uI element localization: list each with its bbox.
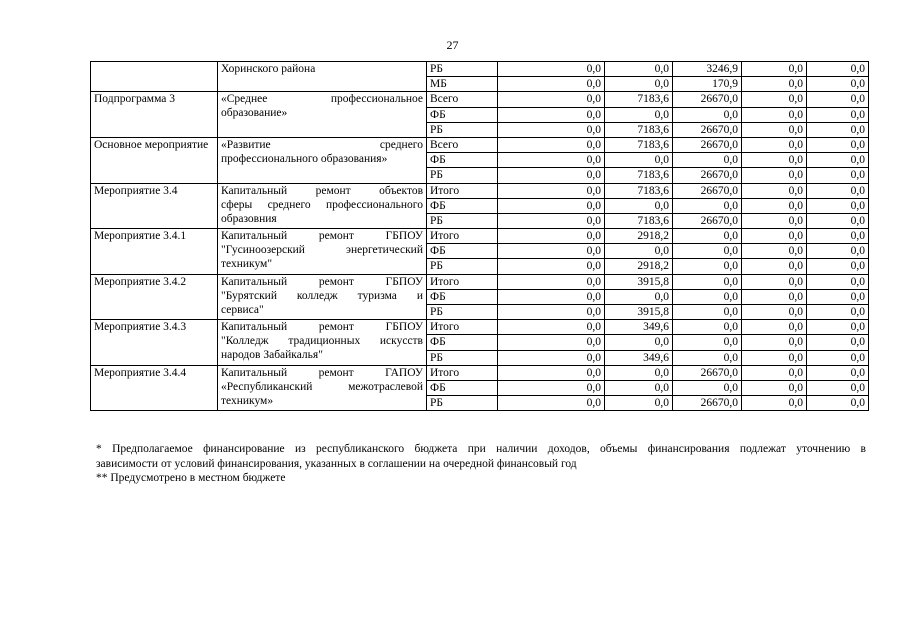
description-line: Хоринского района [221,63,316,75]
amount-cell: 0,0 [807,213,869,228]
row-label [91,62,218,92]
row-label: Подпрограмма 3 [91,92,218,138]
amount-cell: 0,0 [742,396,807,411]
description-line: народов Забайкалья" [221,349,323,362]
amount-cell: 0,0 [673,289,742,304]
amount-cell: 0,0 [742,365,807,380]
table-row [91,274,869,289]
amount-cell: 0,0 [605,62,673,77]
amount-cell: 0,0 [498,122,605,137]
amount-cell: 0,0 [498,320,605,335]
row-description [218,229,427,275]
amount-cell: 0,0 [498,213,605,228]
amount-cell: 0,0 [742,213,807,228]
amount-cell: 0,0 [673,198,742,213]
row-description [218,137,427,183]
description-line: образовния [221,212,277,225]
row-description [218,62,427,92]
amount-cell: 0,0 [605,380,673,395]
description-line: техникум» [221,394,274,407]
funding-source: РБ [427,122,498,137]
funding-source: РБ [427,62,498,77]
amount-cell: 0,0 [498,153,605,168]
amount-cell: 3915,8 [605,274,673,289]
description-line: «Республиканский межотраслевой [221,380,423,393]
amount-cell: 0,0 [498,365,605,380]
description-line: "Колледж традиционных искусств [221,335,423,348]
amount-cell: 0,0 [807,335,869,350]
amount-cell: 0,0 [807,92,869,107]
amount-cell: 0,0 [673,229,742,244]
amount-cell: 0,0 [605,198,673,213]
footnote-1-line-1: * Предполагаемое финансирование из республиканского бюджета при наличии доходов, объемы финансирования подлежат уточнению в [96,443,866,455]
funding-source: Итого [427,183,498,198]
amount-cell: 0,0 [498,183,605,198]
amount-cell: 0,0 [673,259,742,274]
funding-source: РБ [427,350,498,365]
amount-cell: 0,0 [742,380,807,395]
amount-cell: 0,0 [498,244,605,259]
amount-cell: 0,0 [742,77,807,92]
amount-cell: 0,0 [742,335,807,350]
amount-cell: 0,0 [807,183,869,198]
amount-cell: 0,0 [605,153,673,168]
amount-cell: 0,0 [742,259,807,274]
amount-cell: 0,0 [673,274,742,289]
amount-cell: 0,0 [498,380,605,395]
amount-cell: 0,0 [742,153,807,168]
footnote-1-line-2: зависимости от условий финансирования, указанных в соглашении на очередной финансовый год [96,457,577,470]
amount-cell: 0,0 [807,137,869,152]
description-line: «Среднее профессиональное [221,93,423,106]
description-line: Капитальный ремонт ГАПОУ [221,366,423,379]
amount-cell: 0,0 [673,320,742,335]
row-label: Мероприятие 3.4.4 [91,365,218,411]
row-label: Основное мероприятие [91,137,218,183]
amount-cell: 0,0 [742,107,807,122]
amount-cell: 0,0 [605,77,673,92]
amount-cell: 0,0 [807,153,869,168]
table-row [91,365,869,380]
amount-cell: 0,0 [807,350,869,365]
amount-cell: 0,0 [807,259,869,274]
amount-cell: 26670,0 [673,92,742,107]
amount-cell: 0,0 [498,274,605,289]
amount-cell: 0,0 [742,62,807,77]
amount-cell: 7183,6 [605,168,673,183]
amount-cell: 0,0 [498,259,605,274]
amount-cell: 0,0 [605,365,673,380]
funding-source: ФБ [427,198,498,213]
row-description [218,183,427,229]
amount-cell: 0,0 [742,183,807,198]
table-row [91,183,869,198]
table-row [91,229,869,244]
row-description [218,365,427,411]
funding-source: ФБ [427,107,498,122]
amount-cell: 26670,0 [673,183,742,198]
amount-cell: 0,0 [498,62,605,77]
table-row [91,320,869,335]
amount-cell: 7183,6 [605,137,673,152]
description-line: Капитальный ремонт объектов [221,184,423,197]
amount-cell: 0,0 [498,396,605,411]
amount-cell: 7183,6 [605,92,673,107]
row-description [218,274,427,320]
description-line: техникум" [221,258,273,271]
description-line: Капитальный ремонт ГБПОУ [221,230,423,243]
amount-cell: 0,0 [498,335,605,350]
amount-cell: 2918,2 [605,229,673,244]
amount-cell: 26670,0 [673,396,742,411]
amount-cell: 0,0 [498,198,605,213]
description-line: «Развитие среднего [221,138,423,151]
footnote-2: ** Предусмотрено в местном бюджете [96,472,286,484]
row-label: Мероприятие 3.4.1 [91,229,218,275]
amount-cell: 26670,0 [673,365,742,380]
amount-cell: 26670,0 [673,137,742,152]
funding-source: ФБ [427,289,498,304]
amount-cell: 0,0 [742,244,807,259]
funding-source: ФБ [427,244,498,259]
amount-cell: 0,0 [673,335,742,350]
amount-cell: 0,0 [807,396,869,411]
amount-cell: 0,0 [605,335,673,350]
funding-source: ФБ [427,153,498,168]
amount-cell: 0,0 [673,350,742,365]
amount-cell: 0,0 [742,289,807,304]
amount-cell: 0,0 [498,107,605,122]
amount-cell: 0,0 [807,365,869,380]
funding-source: Итого [427,320,498,335]
funding-source: РБ [427,213,498,228]
amount-cell: 0,0 [742,305,807,320]
amount-cell: 2918,2 [605,259,673,274]
amount-cell: 7183,6 [605,122,673,137]
amount-cell: 3246,9 [673,62,742,77]
amount-cell: 0,0 [605,289,673,304]
amount-cell: 0,0 [807,168,869,183]
funding-source: РБ [427,305,498,320]
row-label: Мероприятие 3.4.3 [91,320,218,366]
description-line: сферы среднего профессионального [221,198,423,211]
amount-cell: 0,0 [742,229,807,244]
funding-source: Всего [427,92,498,107]
amount-cell: 0,0 [742,350,807,365]
funding-source: Итого [427,365,498,380]
description-line: Капитальный ремонт ГБПОУ [221,275,423,288]
amount-cell: 0,0 [807,198,869,213]
row-description [218,92,427,138]
amount-cell: 0,0 [807,305,869,320]
amount-cell: 0,0 [605,244,673,259]
amount-cell: 26670,0 [673,122,742,137]
amount-cell: 0,0 [807,289,869,304]
description-line: профессионального образования» [221,152,388,165]
amount-cell: 0,0 [807,274,869,289]
description-line: сервиса" [221,303,264,316]
amount-cell: 0,0 [742,92,807,107]
amount-cell: 170,9 [673,77,742,92]
funding-source: Итого [427,274,498,289]
amount-cell: 0,0 [742,274,807,289]
budget-table-body [91,62,869,411]
table-row [91,92,869,107]
page-number: 27 [446,38,459,52]
amount-cell: 349,6 [605,350,673,365]
funding-source: МБ [427,77,498,92]
amount-cell: 0,0 [742,122,807,137]
row-description [218,320,427,366]
amount-cell: 0,0 [742,198,807,213]
amount-cell: 0,0 [498,289,605,304]
amount-cell: 0,0 [605,396,673,411]
description-line: образование» [221,107,288,120]
funding-source: Итого [427,229,498,244]
amount-cell: 0,0 [807,229,869,244]
table-row [91,62,869,77]
amount-cell: 0,0 [498,305,605,320]
row-label: Мероприятие 3.4 [91,183,218,229]
amount-cell: 0,0 [498,77,605,92]
funding-source: РБ [427,259,498,274]
amount-cell: 0,0 [673,153,742,168]
table-row [91,137,869,152]
amount-cell: 0,0 [742,137,807,152]
amount-cell: 0,0 [498,350,605,365]
amount-cell: 0,0 [807,107,869,122]
funding-source: Всего [427,137,498,152]
description-line: "Гусиноозерский энергетический [221,244,423,257]
description-line: "Бурятский колледж туризма и [221,289,423,302]
amount-cell: 0,0 [498,168,605,183]
amount-cell: 26670,0 [673,168,742,183]
amount-cell: 0,0 [605,107,673,122]
budget-table [90,61,869,411]
amount-cell: 0,0 [498,92,605,107]
amount-cell: 0,0 [498,229,605,244]
amount-cell: 0,0 [807,244,869,259]
amount-cell: 7183,6 [605,183,673,198]
funding-source: РБ [427,396,498,411]
amount-cell: 0,0 [498,137,605,152]
amount-cell: 0,0 [673,107,742,122]
amount-cell: 0,0 [807,62,869,77]
amount-cell: 0,0 [673,244,742,259]
footnotes [96,442,866,486]
amount-cell: 0,0 [742,320,807,335]
amount-cell: 0,0 [673,380,742,395]
amount-cell: 0,0 [807,122,869,137]
amount-cell: 7183,6 [605,213,673,228]
funding-source: РБ [427,168,498,183]
amount-cell: 0,0 [807,320,869,335]
amount-cell: 0,0 [673,305,742,320]
amount-cell: 0,0 [807,77,869,92]
amount-cell: 0,0 [742,168,807,183]
funding-source: ФБ [427,380,498,395]
description-line: Капитальный ремонт ГБПОУ [221,321,423,334]
amount-cell: 349,6 [605,320,673,335]
amount-cell: 0,0 [807,380,869,395]
funding-source: ФБ [427,335,498,350]
amount-cell: 26670,0 [673,213,742,228]
row-label: Мероприятие 3.4.2 [91,274,218,320]
amount-cell: 3915,8 [605,305,673,320]
